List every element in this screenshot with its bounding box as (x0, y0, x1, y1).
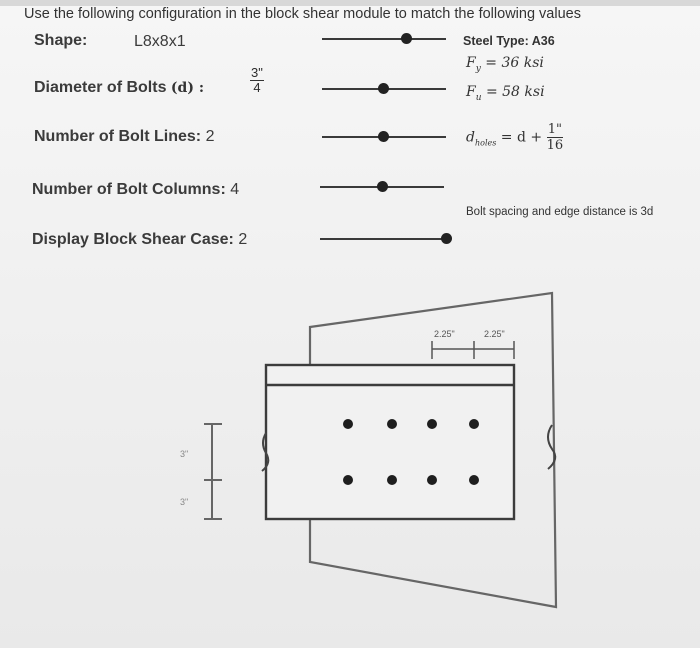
holes-denominator: 16 (546, 138, 564, 153)
diameter-label (34, 79, 204, 97)
top-dimension (432, 341, 514, 359)
fy-value: = 36 ksi (485, 55, 544, 71)
angle-body (266, 365, 514, 519)
diameter-slider-knob[interactable] (378, 83, 389, 94)
shape-slider-knob[interactable] (401, 33, 412, 44)
bolt-lines-row (34, 128, 214, 146)
fy-symbol: F (466, 55, 476, 71)
display-case-slider-track (320, 238, 450, 240)
diameter-label-text: Diameter of Bolts (34, 79, 167, 96)
holes-numerator: 1" (547, 122, 562, 137)
bolt-columns-value: 4 (230, 181, 240, 198)
diameter-slider[interactable] (322, 82, 446, 96)
bolt-lines-label: Number of Bolt Lines: (34, 128, 202, 145)
bolt (343, 419, 353, 429)
shape-label: Shape: (34, 32, 88, 49)
side-dimension (204, 424, 222, 519)
holes-expression (466, 122, 563, 153)
side-label-2: 3" (180, 497, 189, 507)
bolt-columns-label: Number of Bolt Columns: (32, 181, 226, 198)
fu-subscript: u (475, 92, 482, 103)
bolt-lines-value: 2 (205, 128, 215, 145)
holes-symbol: d (466, 129, 475, 146)
bolt (387, 419, 397, 429)
fu-expression (466, 84, 545, 103)
bolt-columns-row (32, 181, 239, 199)
bolt (427, 475, 437, 485)
fy-expression (466, 55, 544, 74)
display-case-slider-knob[interactable] (441, 233, 452, 244)
shape-slider-track (322, 38, 446, 40)
spacing-note: Bolt spacing and edge distance is 3d (466, 206, 654, 218)
holes-subscript: holes (474, 138, 497, 148)
holes-fraction (547, 122, 564, 153)
bolt-columns-slider[interactable] (320, 180, 444, 194)
bolt (387, 475, 397, 485)
bolt (469, 419, 479, 429)
steel-type-text: Steel Type: A36 (463, 34, 555, 48)
holes-equation: = d + (500, 129, 543, 146)
display-case-slider[interactable] (320, 232, 454, 246)
shape-value: L8x8x1 (134, 33, 186, 50)
block-shear-diagram (170, 285, 590, 615)
display-case-label: Display Block Shear Case: (32, 231, 234, 248)
diameter-denominator: 4 (253, 80, 261, 95)
fu-symbol: F (466, 84, 476, 100)
dim-label-2: 2.25" (484, 329, 505, 339)
bolt (469, 475, 479, 485)
display-case-row (32, 231, 247, 249)
display-case-value: 2 (238, 231, 248, 248)
fu-value: = 58 ksi (485, 84, 545, 100)
diameter-numerator: 3" (251, 65, 263, 80)
bolt (343, 475, 353, 485)
diameter-fraction (250, 66, 264, 95)
bolt-columns-slider-knob[interactable] (377, 181, 388, 192)
bolt-lines-slider[interactable] (322, 130, 446, 144)
instruction-text: Use the following configuration in the block shear module to match the following values (24, 6, 581, 22)
shape-slider[interactable] (322, 32, 446, 46)
diameter-symbol: (d) : (170, 80, 205, 96)
dim-label-1: 2.25" (434, 329, 455, 339)
bolt (427, 419, 437, 429)
bolt-lines-slider-knob[interactable] (378, 131, 389, 142)
side-label-1: 3" (180, 449, 189, 459)
fy-subscript: y (475, 63, 481, 74)
